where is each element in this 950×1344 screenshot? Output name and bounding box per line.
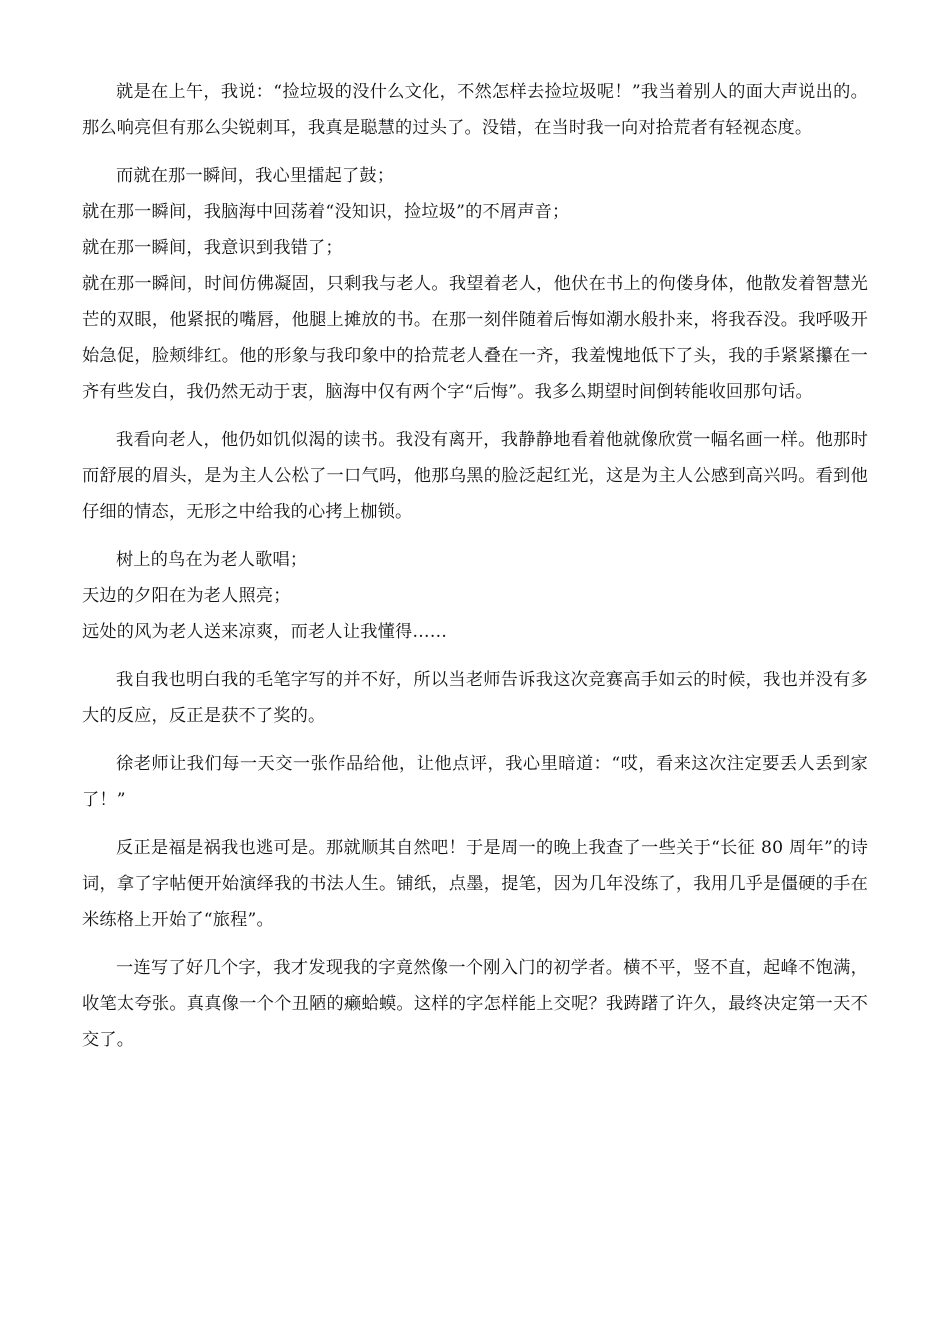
poem-line: 天边的夕阳在为老人照亮； (82, 586, 291, 606)
paragraph-line: 就在那一瞬间，我意识到我错了； (82, 238, 343, 258)
poem-line: 远处的风为老人送来凉爽，而老人让我懂得…… (82, 622, 448, 642)
paragraph-line: 就在那一瞬间，我脑海中回荡着“没知识，捡垃圾”的不屑声音； (82, 202, 570, 222)
paragraph: 我自我也明白我的毛笔字写的并不好，所以当老师告诉我这次竞赛高手如云的时候，我也并没有多大的反应，反正是获不了奖的。 (82, 670, 868, 726)
paragraph: 我看向老人，他仍如饥似渴的读书。我没有离开，我静静地看着他就像欣赏一幅名画一样。他那时而舒展的眉头，是为主人公松了一口气吗，他那乌黑的脸泛起红光，这是为主人公感到高兴吗。看到他仔细的情态，无形之中给我的心拷上枷锁。 (82, 430, 868, 522)
document-page (82, 74, 868, 1070)
paragraph: 徐老师让我们每一天交一张作品给他，让他点评，我心里暗道：“哎，看来这次注定要丢人丢到家了！” (82, 754, 868, 810)
paragraph-group (82, 158, 868, 410)
paragraph-line: 就在那一瞬间，时间仿佛凝固，只剩我与老人。我望着老人，他伏在书上的佝偻身体，他散发着智慧光芒的双眼，他紧抿的嘴唇，他腿上摊放的书。在那一刻伴随着后悔如潮水般扑来，将我吞没。我呼吸开始急促，脸颊绯红。他的形象与我印象中的拾荒老人叠在一齐，我羞愧地低下了头，我的手紧紧攥在一齐有些发白，我仍然无动于衷，脑海中仅有两个字“后悔”。我多么期望时间倒转能收回那句话。 (82, 274, 868, 402)
poem-line: 树上的鸟在为老人歌唱； (116, 550, 308, 570)
paragraph-line: 而就在那一瞬间，我心里擂起了鼓； (116, 166, 395, 186)
poem-group (82, 542, 868, 650)
paragraph: 就是在上午，我说：“捡垃圾的没什么文化，不然怎样去捡垃圾呢！”我当着别人的面大声说出的。那么响亮但有那么尖锐刺耳，我真是聪慧的过头了。没错，在当时我一向对拾荒者有轻视态度。 (82, 82, 868, 138)
paragraph: 反正是福是祸我也逃可是。那就顺其自然吧！于是周一的晚上我查了一些关于“长征 80 周年”的诗词，拿了字帖便开始演绎我的书法人生。铺纸，点墨，提笔，因为几年没练了，我用几乎是僵硬的手在米练格上开始了“旅程”。 (82, 838, 868, 930)
paragraph: 一连写了好几个字，我才发现我的字竟然像一个刚入门的初学者。横不平，竖不直，起峰不饱满，收笔太夸张。真真像一个个丑陋的癞蛤蟆。这样的字怎样能上交呢？我踌躇了许久，最终决定第一天不交了。 (82, 958, 868, 1050)
